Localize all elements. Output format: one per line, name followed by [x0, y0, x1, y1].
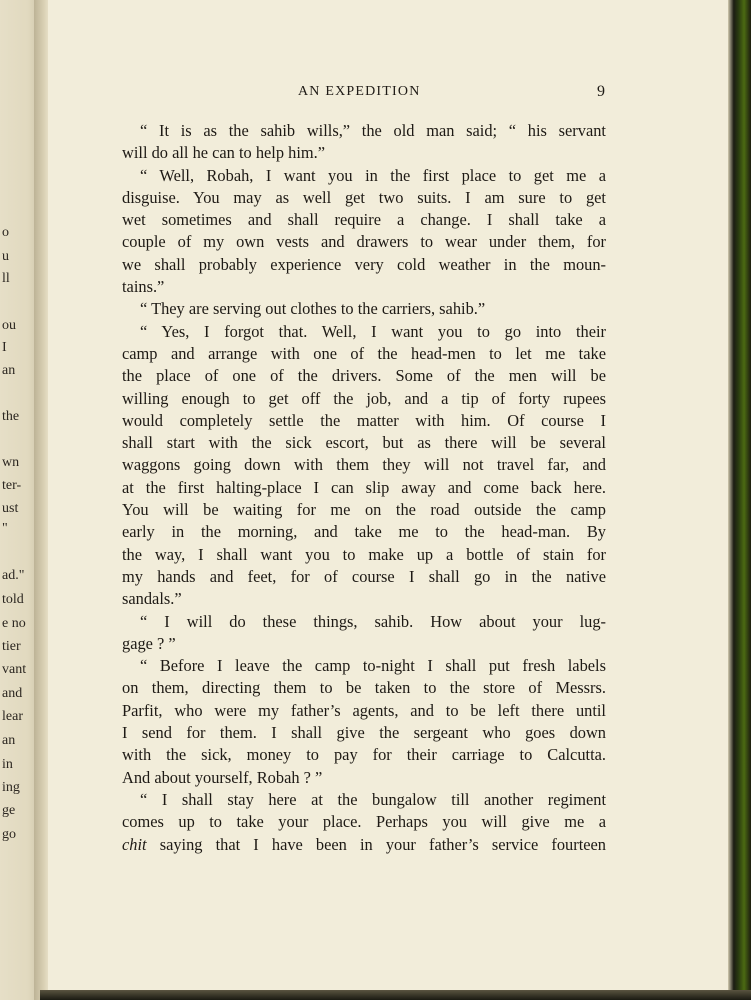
fragment: o	[2, 225, 9, 240]
body-text	[122, 120, 606, 856]
text-line: we shall probably experience very cold weather in the moun-	[122, 254, 606, 274]
text-line: I send for them. I shall give the sergeant who goes down	[122, 723, 606, 743]
text-line: camp and arrange with one of the head-men to let me take	[122, 343, 606, 363]
fragment: an	[2, 733, 16, 748]
text-line: will do all he can to help him.”	[122, 143, 326, 163]
text-line: on them, directing them to be taken to the store of Messrs.	[122, 678, 606, 698]
text-line: couple of my own vests and drawers to wear under them, for	[122, 232, 606, 252]
fragment: I	[2, 340, 7, 355]
facing-page-text-fragments	[0, 0, 32, 1000]
text-line: “ I shall stay here at the bungalow till another regiment	[140, 789, 606, 809]
page-number: 9	[597, 83, 605, 100]
fragment: ll	[2, 271, 10, 286]
fragment: and	[2, 686, 23, 701]
text-line: willing enough to get off the job, and a tip of forty rupees	[122, 388, 606, 408]
text-line: would completely settle the matter with him. Of course I	[122, 410, 606, 430]
text-line: at the first halting-place I can slip away and come back here.	[122, 477, 606, 497]
fragment: told	[2, 592, 24, 607]
text-line-remainder: saying that I have been in your father’s service fourteen	[159, 834, 606, 854]
text-line: wet sometimes and shall require a change. I shall take a	[122, 210, 606, 230]
fragment: lear	[2, 709, 23, 724]
fragment: ing	[2, 780, 20, 795]
text-line: gage ? ”	[122, 633, 176, 653]
text-line: early in the morning, and take me to the head-man. By	[122, 522, 606, 542]
text-line: disguise. You may as well get two suits. I am sure to get	[122, 187, 606, 207]
fragment: wn	[2, 455, 20, 470]
fragment: ou	[2, 318, 16, 333]
text-line: “ It is as the sahib wills,” the old man said; “ his servant	[140, 121, 606, 140]
text-line: the way, I shall want you to make up a bottle of stain for	[122, 544, 606, 564]
text-line: the place of one of the drivers. Some of the men will be	[122, 366, 606, 386]
running-head: AN EXPEDITION	[298, 84, 421, 99]
fragment: ter-	[2, 478, 22, 493]
fragment: u	[2, 249, 9, 264]
text-line: “ Before I leave the camp to-night I shall put fresh labels	[140, 656, 606, 676]
text-line: comes up to take your place. Perhaps you will give me a	[122, 812, 606, 832]
fragment: in	[2, 757, 13, 772]
fragment: tier	[2, 639, 21, 654]
italic-word: chit	[122, 834, 147, 854]
text-line: waggons going down with them they will not travel far, and	[122, 455, 606, 475]
text-line: my hands and feet, for of course I shall go in the native	[122, 566, 606, 586]
fragment: vant	[2, 662, 27, 677]
text-line: shall start with the sick escort, but as there will be several	[122, 433, 606, 453]
text-line: “ I will do these things, sahib. How about your lug-	[140, 611, 606, 631]
text-line: tains.”	[122, 277, 165, 297]
fragment: the	[2, 409, 20, 424]
text-line: Parfit, who were my father’s agents, and to be left there until	[122, 700, 606, 720]
fragment: go	[2, 827, 16, 842]
text-line: “ They are serving out clothes to the carriers, sahib.”	[140, 299, 486, 319]
text-line: “ Well, Robah, I want you in the first place to get me a	[140, 165, 606, 185]
fragment: e no	[2, 616, 26, 631]
text-line: sandals.”	[122, 589, 182, 609]
fragment: ust	[2, 501, 19, 516]
book-bottom-edge	[40, 990, 751, 1000]
text-line: “ Yes, I forgot that. Well, I want you to go into their	[140, 321, 606, 341]
fragment: "	[2, 521, 8, 536]
fragment: ad."	[2, 568, 25, 583]
book-fore-edge	[728, 0, 751, 1000]
fragment: ge	[2, 803, 16, 818]
text-line: with the sick, money to pay for their carriage to Calcutta.	[122, 745, 606, 765]
fragment: an	[2, 363, 16, 378]
text-line: You will be waiting for me on the road outside the camp	[122, 500, 606, 520]
text-line-with-italic	[122, 834, 606, 856]
text-line: And about yourself, Robah ? ”	[122, 767, 323, 787]
